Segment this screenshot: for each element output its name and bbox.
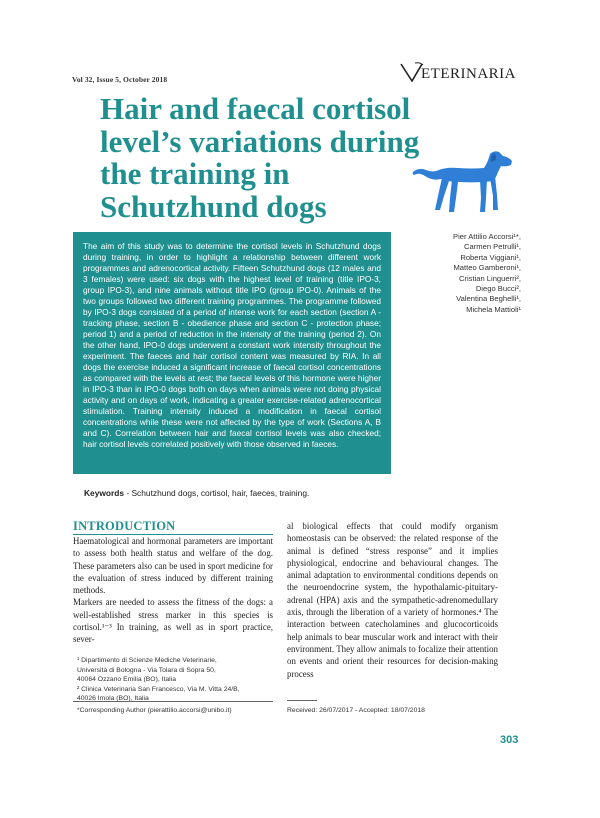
article-title: Hair and faecal cortisol level’s variations during the training in Schutzhund dogs — [100, 91, 420, 224]
received-dates: Received: 26/07/2017 - Accepted: 18/07/2018 — [287, 707, 425, 714]
keywords — [84, 488, 309, 498]
section-heading-introduction: INTRODUCTION — [73, 519, 176, 533]
footnote-rule — [73, 701, 273, 702]
paragraph: Markers are needed to assess the fitness of the dogs: a well-established stress marker in this species is cortisol.¹⁻³ In training, as well as in sport practice, sever- — [73, 597, 273, 645]
journal-name: ETERINARIA — [421, 66, 516, 82]
page-number: 303 — [500, 734, 519, 746]
abstract-text: The aim of this study was to determine the cortisol levels in Schutzhund dogs during training, in order to highlight a relationship between different work programmes and adrenocortical activity. Fifteen Schutzhund dogs (12 males and 3 females) were used: six dogs with the highest level of training (title IPO-3, group IPO-3), and nine animals without title IPO (group IPO-0). Animals of the two groups followed two different training programmes. The programme followed by IPO-3 dogs consisted of a period of intense work for each section (section A - tracking phase, section B - obedience phase and section C - protection phase; period 1) and a period of reduction in the intensity of the training (period 2). On the other hand, IPO-0 dogs underwent a constant work intensity throughout the experiment. The faeces and hair cortisol content was measured by RIA. In all dogs the exercise induced a significant increase of faecal cortisol concentrations as compared with the levels at rest; the faecal levels of this hormone were higher in IPO-3 than in IPO-0 dogs both on days when animals were not doing physical activity and on days of work, indicating a greater exercise-related adrenocortical stimulation. Training intensity induced a modification in faecal cortisol concentrations while these were not affected by the type of work (Sections A, B and C). Correlation between hair and faecal cortisol levels was also checked; hair cortisol levels correlated positively with those observed in faeces. — [83, 241, 381, 449]
dog-silhouette-icon — [408, 148, 518, 220]
affiliation-line: 40064 Ozzano Emilia (BO), Italia — [77, 676, 176, 684]
body-column-left — [73, 535, 273, 646]
affiliation-line: Università di Bologna - Via Tolara di Sopra 50, — [77, 666, 216, 674]
abstract-box — [73, 232, 391, 474]
journal-logo — [400, 62, 516, 82]
author: Cristian Linguerri², — [458, 273, 521, 283]
author-list — [393, 232, 521, 315]
keywords-text: - Schutzhund dogs, cortisol, hair, faeces, training. — [124, 488, 310, 498]
author: Carmen Petrulli¹, — [464, 242, 521, 252]
author: Valentina Beghelli¹, — [456, 294, 521, 304]
paragraph: Haematological and hormonal parameters are important to assess both health status and welfare of the dog. These parameters also can be used in sport medicine for the evaluation of stress induced by different training methods. — [73, 536, 273, 596]
received-rule — [287, 700, 317, 701]
body-column-right — [287, 520, 498, 680]
keywords-label: Keywords — [84, 488, 125, 498]
affiliation-line: ² Clinica Veterinaria San Francesco, Via M. Vitta 24/B, — [77, 685, 240, 693]
corresponding-author: *Corresponding Author (pierattilio.accorsi@unibo.it) — [77, 707, 232, 714]
author: Matteo Gamberoni¹, — [453, 263, 521, 273]
author: Pier Attilio Accorsi¹*, — [453, 232, 521, 241]
issue-info: Vol 32, Issue 5, October 2018 — [72, 75, 168, 84]
paragraph: al biological effects that could modify organism homeostasis can be observed: the related response of the animal is defined “stress response” and it implies physiological, endocrine and behavioural changes. The animal adaptation to environmental conditions depends on the neuroendocrine system, the hypothalamic-pituitary-adrenal (HPA) axis and the sympathetic-adrenomedullary axis, through the liberation of a variety of hormones.⁴ The interaction between catecholamines and glucocorticoids help animals to bear muscular work and interact with their environment. They allow animals to focalize their attention on events and orient their resources for decision-making process — [287, 521, 498, 679]
author: Diego Bucci², — [475, 284, 521, 294]
author: Michela Mattioli¹ — [466, 304, 521, 314]
affiliations — [77, 656, 277, 704]
affiliation-line: ¹ Dipartimento di Scienze Mediche Veterinarie, — [77, 657, 217, 664]
affiliation-line: 40026 Imola (BO), Italia — [77, 695, 149, 703]
author: Roberta Viggiani¹, — [460, 252, 521, 262]
